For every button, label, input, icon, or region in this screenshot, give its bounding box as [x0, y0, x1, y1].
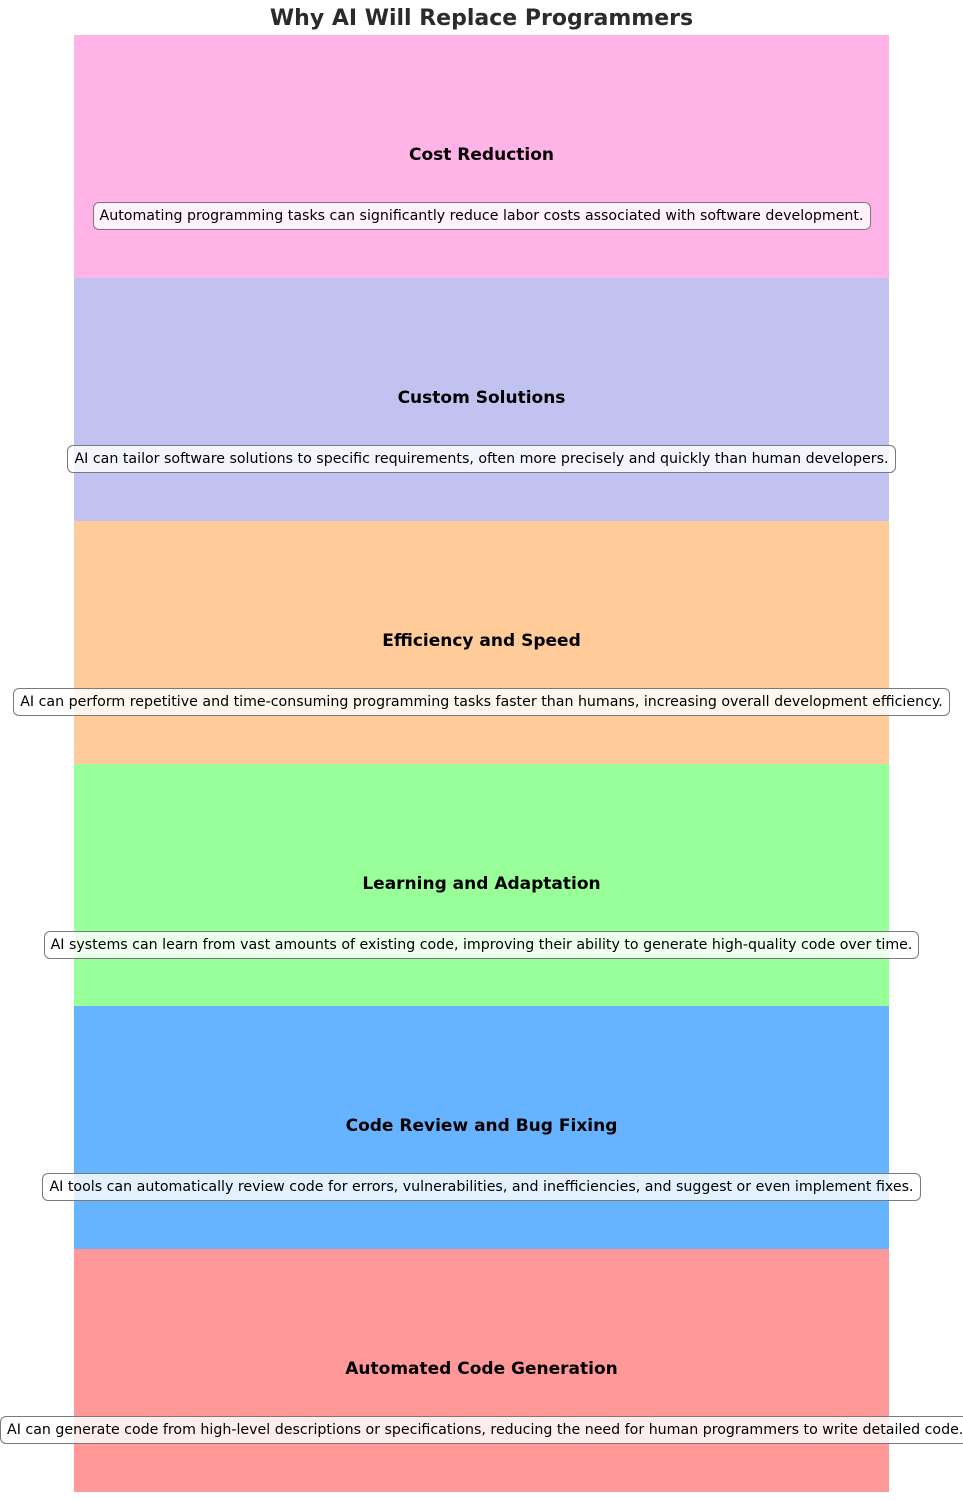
reason-title: Custom Solutions — [397, 388, 566, 408]
reason-title: Cost Reduction — [408, 145, 555, 165]
reason-description: AI tools can automatically review code for errors, vulnerabilities, and inefficiencies, and suggest or even implement fixes. — [42, 1173, 920, 1201]
reason-description: AI can generate code from high-level descriptions or specifications, reducing the need for human programmers to write detailed code. — [0, 1416, 963, 1444]
reason-title: Efficiency and Speed — [382, 631, 581, 651]
reason-description: AI can perform repetitive and time-consuming programming tasks faster than humans, increasing overall development efficiency. — [13, 688, 950, 716]
reason-description: AI can tailor software solutions to specific requirements, often more precisely and quickly than human developers. — [67, 445, 895, 473]
reason-title: Automated Code Generation — [345, 1359, 618, 1379]
reason-description: AI systems can learn from vast amounts of existing code, improving their ability to generate high-quality code over time. — [44, 931, 920, 959]
reason-description: Automating programming tasks can significantly reduce labor costs associated with software development. — [93, 202, 871, 230]
reason-block-custom-solutions — [74, 278, 889, 521]
reason-title: Learning and Adaptation — [362, 874, 601, 894]
reason-block-efficiency-and-speed — [20, 521, 943, 764]
reason-title: Code Review and Bug Fixing — [345, 1116, 618, 1136]
reason-block-learning-and-adaptation — [50, 764, 913, 1007]
reason-block-code-review-and-bug-fixing — [49, 1006, 914, 1249]
page-title: Why AI Will Replace Programmers — [269, 6, 694, 31]
reason-block-cost-reduction — [74, 35, 889, 278]
reason-block-automated-code-generation — [7, 1249, 963, 1492]
